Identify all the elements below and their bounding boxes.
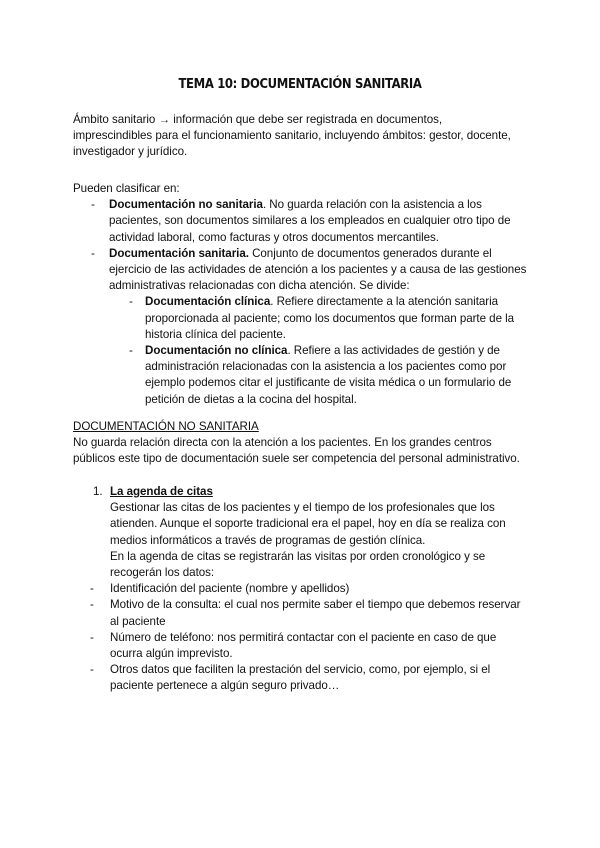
agenda-paragraph-1: Gestionar las citas de los pacientes y el tiempo de los profesionales que los atienden. Aunque el soporte tradicional era el papel, hoy en día se realiza con medios informáticos a través de programas de gestión clínica. [110, 501, 506, 547]
sub-list [109, 294, 533, 407]
list-item [90, 662, 530, 694]
bullet-term: Documentación no sanitaria [109, 198, 263, 212]
data-item-text: Motivo de la consulta: el cual nos permite saber el tiempo que debemos reservar al paciente [110, 598, 521, 628]
bullet-dash: - [90, 582, 94, 596]
page-title: TEMA 10: DOCUMENTACIÓN SANITARIA [178, 76, 422, 92]
intro-text: Ámbito sanitario → información que debe ser registrada en documentos, imprescindibles para el funcionamiento sanitario, incluyendo ámbitos: gestor, docente, investigador y jurídico. [73, 113, 511, 159]
classification-list [73, 197, 533, 408]
item-number: 1. [93, 485, 103, 498]
data-item-text: Identificación del paciente (nombre y apellidos) [110, 582, 350, 596]
sub-bullet-text: . Refiere a las actividades de gestión y de administración relacionadas con la asistencia a los pacientes como por ejemplo podemos citar el justificante de visita médica o un formulario de petición de dietas a la cocina del hospital. [145, 344, 512, 406]
section-intro: No guarda relación directa con la atención a los pacientes. En los grandes centros públicos este tipo de documentación suele ser competencia del personal administrativo. [73, 436, 520, 466]
list-item [90, 630, 530, 662]
sub-bullet-dash: - [129, 295, 133, 309]
sub-bullet-term: Documentación no clínica [145, 344, 288, 358]
agenda-section [90, 484, 530, 695]
classify-label: Pueden clasificar en: [73, 182, 180, 195]
list-item [73, 197, 533, 246]
bullet-dash: - [90, 630, 94, 644]
section-heading: DOCUMENTACIÓN NO SANITARIA [73, 420, 259, 433]
sub-bullet-text: . Refiere directamente a la atención sanitaria proporcionada al paciente; como los documentos que forman parte de la historia clínica del paciente. [145, 295, 515, 341]
data-item-text: Otros datos que faciliten la prestación del servicio, como, por ejemplo, si el paciente pertenece a algún seguro privado… [110, 663, 491, 693]
list-item [90, 581, 530, 597]
data-item-text: Número de teléfono: nos permitirá contactar con el paciente en caso de que ocurra algún imprevisto. [110, 630, 497, 661]
bullet-dash: - [91, 198, 95, 212]
agenda-heading-row [93, 484, 530, 500]
bullet-text: . No guarda relación con la asistencia a los pacientes, son documentos similares a los empleados en cualquier otro tipo de actividad laboral, como facturas y otros documentos mercantiles. [109, 198, 511, 244]
agenda-data-list [90, 581, 530, 694]
intro-paragraph [73, 112, 518, 161]
agenda-paragraph-2: En la agenda de citas se registrarán las visitas por orden cronológico y se recogerán los datos: [110, 549, 486, 580]
bullet-dash: - [91, 246, 95, 260]
list-item [90, 597, 530, 629]
list-item [73, 246, 533, 408]
classification-section [73, 181, 533, 408]
bullet-dash: - [90, 598, 94, 612]
bullet-text: Conjunto de documentos generados durante el ejercicio de las actividades de atención a los pacientes y a causa de las gestiones administrativas relacionadas con dicha atención. Se divide: [109, 246, 527, 293]
bullet-term: Documentación sanitaria. [109, 246, 249, 260]
sub-bullet-dash: - [129, 344, 133, 358]
agenda-heading: La agenda de citas [110, 485, 213, 498]
bullet-dash: - [90, 663, 94, 677]
non-clinical-section [73, 419, 528, 468]
sub-list-item [109, 343, 533, 408]
sub-list-item [109, 294, 533, 343]
sub-bullet-term: Documentación clínica [145, 295, 271, 309]
